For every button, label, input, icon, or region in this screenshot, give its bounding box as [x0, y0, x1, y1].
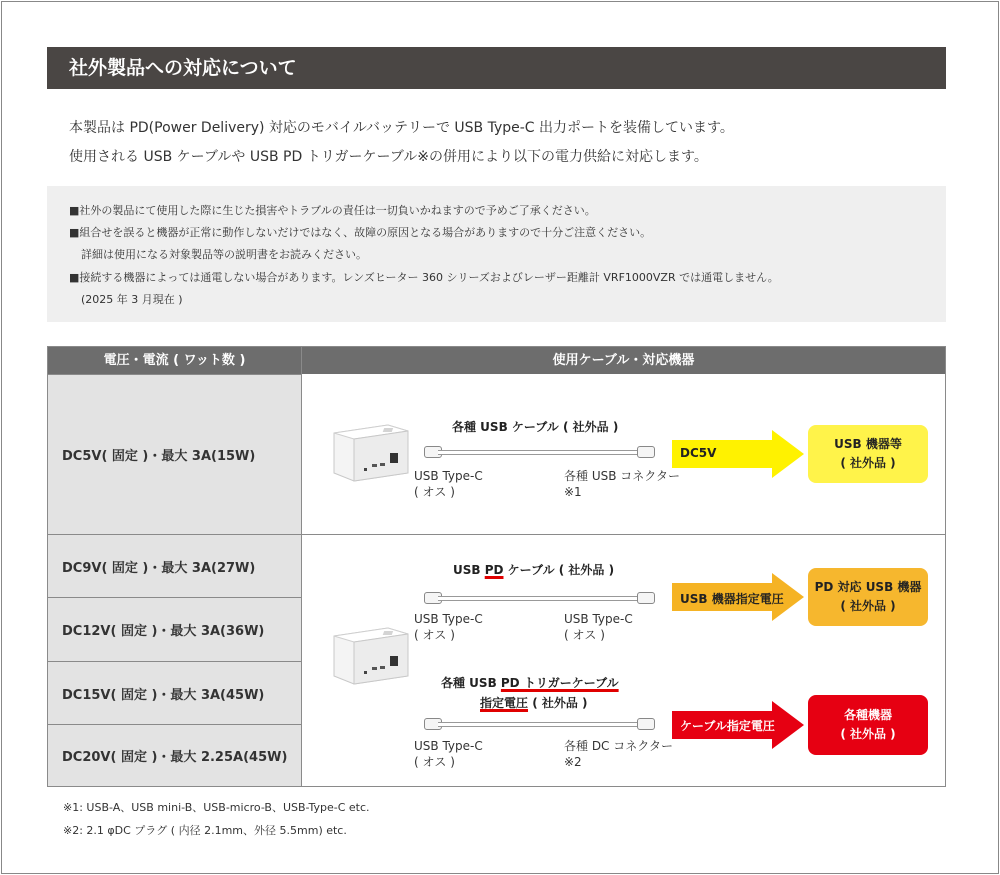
section-title: 社外製品への対応について: [69, 57, 297, 79]
device-box-various: [808, 695, 928, 755]
device-name: USB 機器等: [834, 437, 902, 451]
pd-cable: [424, 592, 655, 604]
arrow-label-dc5v: DC5V: [680, 446, 717, 460]
voltage-label: DC15V( 固定 )・最大 3A(45W): [62, 687, 265, 703]
battery-image: [328, 626, 412, 686]
cable-title-usb: 各種 USB ケーブル ( 社外品 ): [452, 420, 619, 434]
voltage-row-5v: [48, 374, 301, 534]
device-box-pd: [808, 568, 928, 626]
voltage-row-15v: [48, 661, 301, 724]
cable-wire: [438, 722, 641, 727]
column-divider: [301, 347, 302, 786]
voltage-row-20v: [48, 724, 301, 786]
intro-line-2: 使用される USB ケーブルや USB PD トリガーケーブル※の併用により以下の電力供給に対応します。: [69, 149, 708, 165]
arrow-label-usb-voltage: USB 機器指定電圧: [680, 592, 784, 606]
voltage-label: DC12V( 固定 )・最大 3A(36W): [62, 624, 265, 639]
plug-label-left: USB Type-C ( オス ): [414, 469, 483, 499]
device-name: PD 対応 USB 機器: [814, 580, 922, 594]
row-divider: [302, 534, 945, 535]
device-name: 各種機器: [843, 708, 892, 722]
dc-plug-icon: [637, 718, 655, 730]
voltage-label: DC20V( 固定 )・最大 2.25A(45W): [62, 750, 288, 765]
cable-wire: [438, 450, 641, 455]
plug-label-right: 各種 DC コネクター ※2: [564, 739, 674, 769]
cable-title-trigger: 各種 USB PD トリガーケーブル: [441, 676, 619, 690]
table-header-cable: 使用ケーブル・対応機器: [302, 347, 945, 374]
plug-label-right: USB Type-C ( オス ): [564, 612, 633, 642]
device-note: ( 社外品 ): [840, 456, 896, 470]
cable-wire: [438, 596, 641, 601]
footnote-1: ※1: USB-A、USB mini-B、USB-micro-B、USB-Type-C etc.: [63, 801, 370, 814]
table-header-voltage: 電圧・電流 ( ワット数 ): [48, 347, 301, 374]
note-3: ■接続する機器によっては通電しない場合があります。レンズヒーター 360 シリーズおよびレーザー距離計 VRF1000VZR では通電しません。: [69, 271, 779, 284]
usb-cable: [424, 446, 655, 458]
arrow-label-cable-voltage: ケーブル指定電圧: [680, 719, 775, 733]
note-2-detail: 詳細は使用になる対象製品等の説明書をお読みください。: [81, 248, 367, 261]
voltage-label: DC5V( 固定 )・最大 3A(15W): [62, 449, 256, 464]
footnote-2: ※2: 2.1 φDC プラグ ( 内径 2.1mm、外径 5.5mm) etc.: [63, 824, 347, 837]
plug-label-left: USB Type-C ( オス ): [414, 739, 483, 769]
connector-plug-icon: [637, 446, 655, 458]
trigger-cable: [424, 718, 655, 730]
plug-label-left: USB Type-C ( オス ): [414, 612, 483, 642]
voltage-row-12v: [48, 597, 301, 661]
note-1: ■社外の製品にて使用した際に生じた損害やトラブルの責任は一切負いかねますので予めご了承ください。: [69, 204, 596, 217]
usb-c-plug-icon: [637, 592, 655, 604]
cable-title-pd: USB PD ケーブル ( 社外品 ): [453, 563, 615, 577]
voltage-label: DC9V( 固定 )・最大 3A(27W): [62, 560, 256, 576]
note-3-date: (2025 年 3 月現在 ): [81, 293, 183, 306]
notes-box: [47, 186, 946, 322]
voltage-row-9v: [48, 534, 301, 597]
device-box-usb: [808, 425, 928, 483]
section-title-bar: [47, 47, 946, 89]
device-note: ( 社外品 ): [840, 727, 896, 741]
intro-line-1: 本製品は PD(Power Delivery) 対応のモバイルバッテリーで USB Type-C 出力ポートを装備しています。: [69, 120, 734, 136]
device-note: ( 社外品 ): [840, 599, 896, 613]
battery-image: [328, 423, 412, 483]
cable-title-trigger-2: 指定電圧 ( 社外品 ): [480, 696, 588, 710]
note-2: ■組合せを誤ると機器が正常に動作しないだけではなく、故障の原因となる場合がありますので十分ご注意ください。: [69, 226, 652, 239]
plug-label-right: 各種 USB コネクター ※1: [564, 469, 681, 499]
